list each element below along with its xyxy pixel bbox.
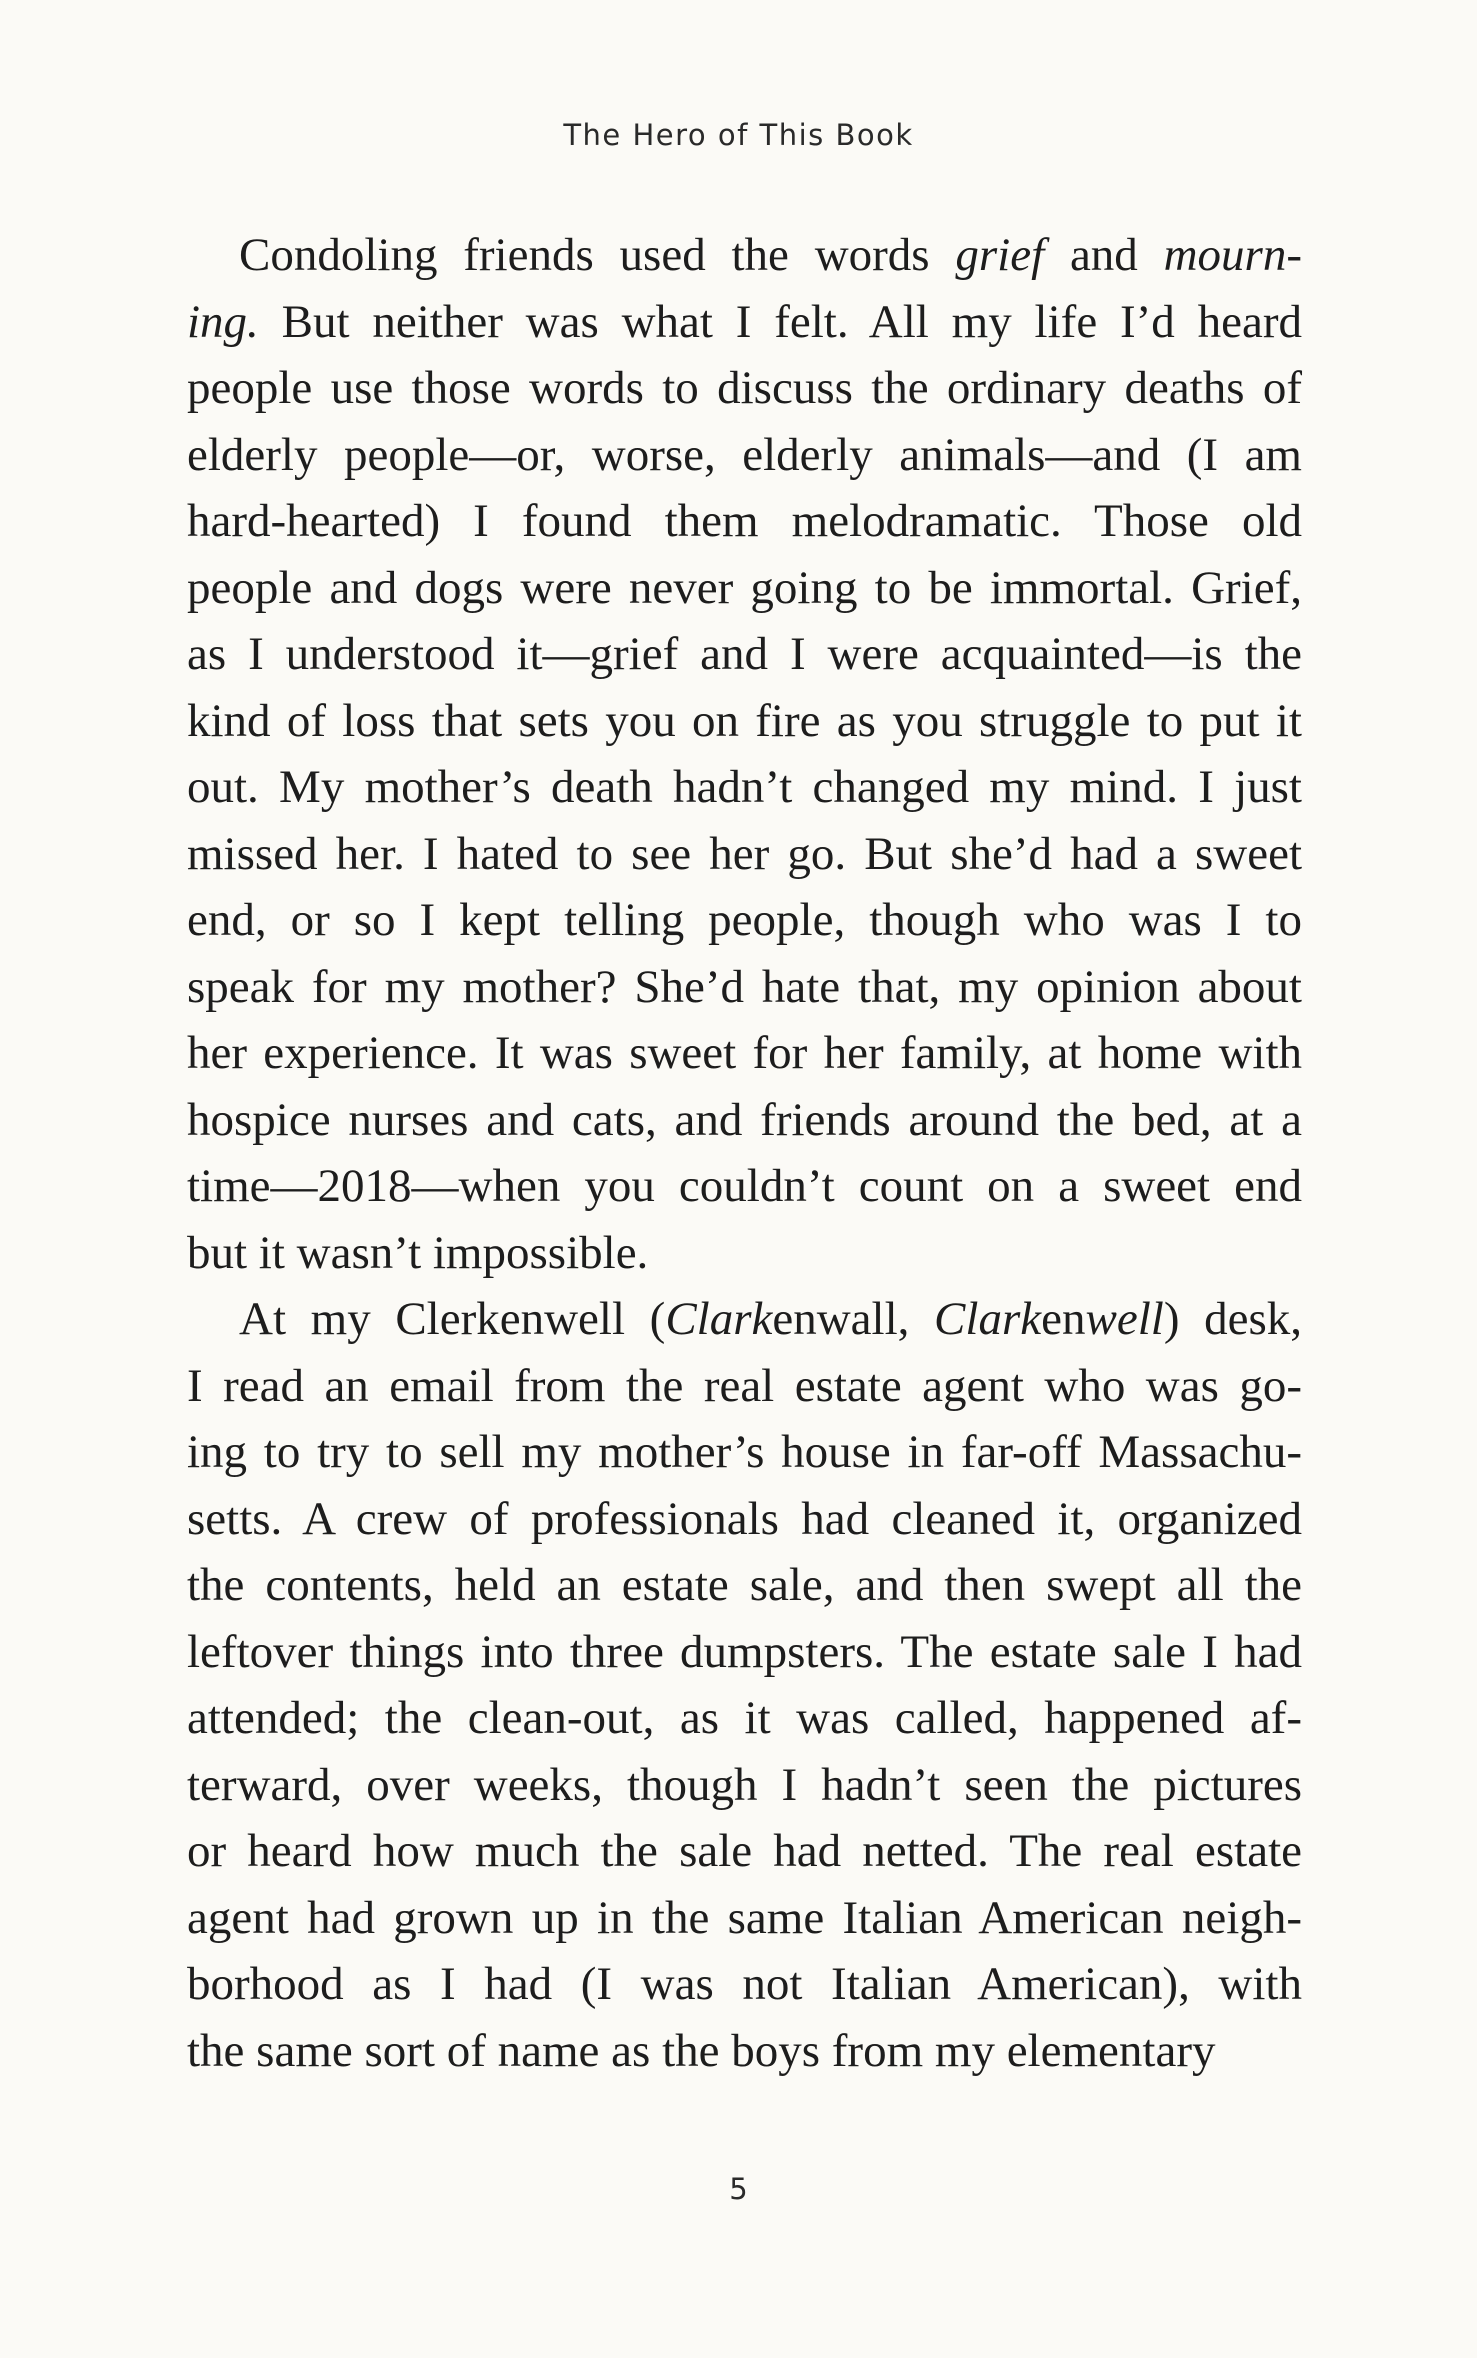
text-line: out. My mother’s death hadn’t changed my mind. I just xyxy=(187,761,1302,813)
text-line: ing. But neither was what I felt. All my life I’d heard xyxy=(187,295,1302,348)
italic-text: ing. xyxy=(187,295,259,348)
text-line: setts. A crew of professionals had cleaned it, organized xyxy=(187,1492,1302,1545)
text-line: Condoling friends used the words grief and mourn- xyxy=(239,229,1302,281)
text-line: the same sort of name as the boys from my elementary xyxy=(187,2024,1216,2077)
italic-text: mourn- xyxy=(1163,229,1302,281)
text-line: or heard how much the sale had netted. The real estate xyxy=(187,1825,1302,1877)
body-text xyxy=(187,222,1302,2084)
text-line: hospice nurses and cats, and friends around the bed, at a xyxy=(187,1093,1302,1146)
italic-text: grief xyxy=(955,229,1045,281)
text-line: ing to try to sell my mother’s house in far-off Massachu- xyxy=(187,1426,1302,1478)
text-line: attended; the clean-out, as it was called, happened af- xyxy=(187,1692,1302,1744)
text-line: her experience. It was sweet for her family, at home with xyxy=(187,1027,1302,1079)
text-line: agent had grown up in the same Italian American neigh- xyxy=(187,1891,1302,1944)
text-line: speak for my mother? She’d hate that, my opinion about xyxy=(187,960,1302,1013)
text-line: the contents, held an estate sale, and then swept all the xyxy=(187,1559,1302,1611)
text-line: missed her. I hated to see her go. But she’d had a sweet xyxy=(187,827,1302,880)
text-line: hard-hearted) I found them melodramatic. Those old xyxy=(187,495,1302,547)
page-number: 5 xyxy=(729,2172,748,2206)
italic-text: well xyxy=(1085,1293,1164,1345)
text-line: end, or so I kept telling people, though who was I to xyxy=(187,894,1302,946)
text-line: At my Clerkenwell (Clarkenwall, Clarkenwell) desk, xyxy=(239,1293,1302,1345)
text-line: but it wasn’t impossible. xyxy=(187,1226,649,1279)
text-line: elderly people—or, worse, elderly animals—and (I am xyxy=(187,428,1302,481)
text-line: as I understood it—grief and I were acquainted—is the xyxy=(187,628,1302,680)
italic-text: Clark xyxy=(665,1293,773,1345)
text-line: people and dogs were never going to be immortal. Grief, xyxy=(187,561,1302,614)
text-line: I read an email from the real estate agent who was go- xyxy=(187,1359,1302,1412)
running-head: The Hero of This Book xyxy=(563,118,914,152)
text-line: leftover things into three dumpsters. The estate sale I had xyxy=(187,1625,1302,1678)
text-line: kind of loss that sets you on fire as you struggle to put it xyxy=(187,694,1302,747)
text-line: terward, over weeks, though I hadn’t seen the pictures xyxy=(187,1758,1302,1811)
italic-text: Clark xyxy=(934,1293,1042,1345)
text-line: borhood as I had (I was not Italian American), with xyxy=(187,1958,1302,2010)
text-line: time—2018—when you couldn’t count on a sweet end xyxy=(187,1160,1302,1212)
text-line: people use those words to discuss the ordinary deaths of xyxy=(187,362,1302,414)
